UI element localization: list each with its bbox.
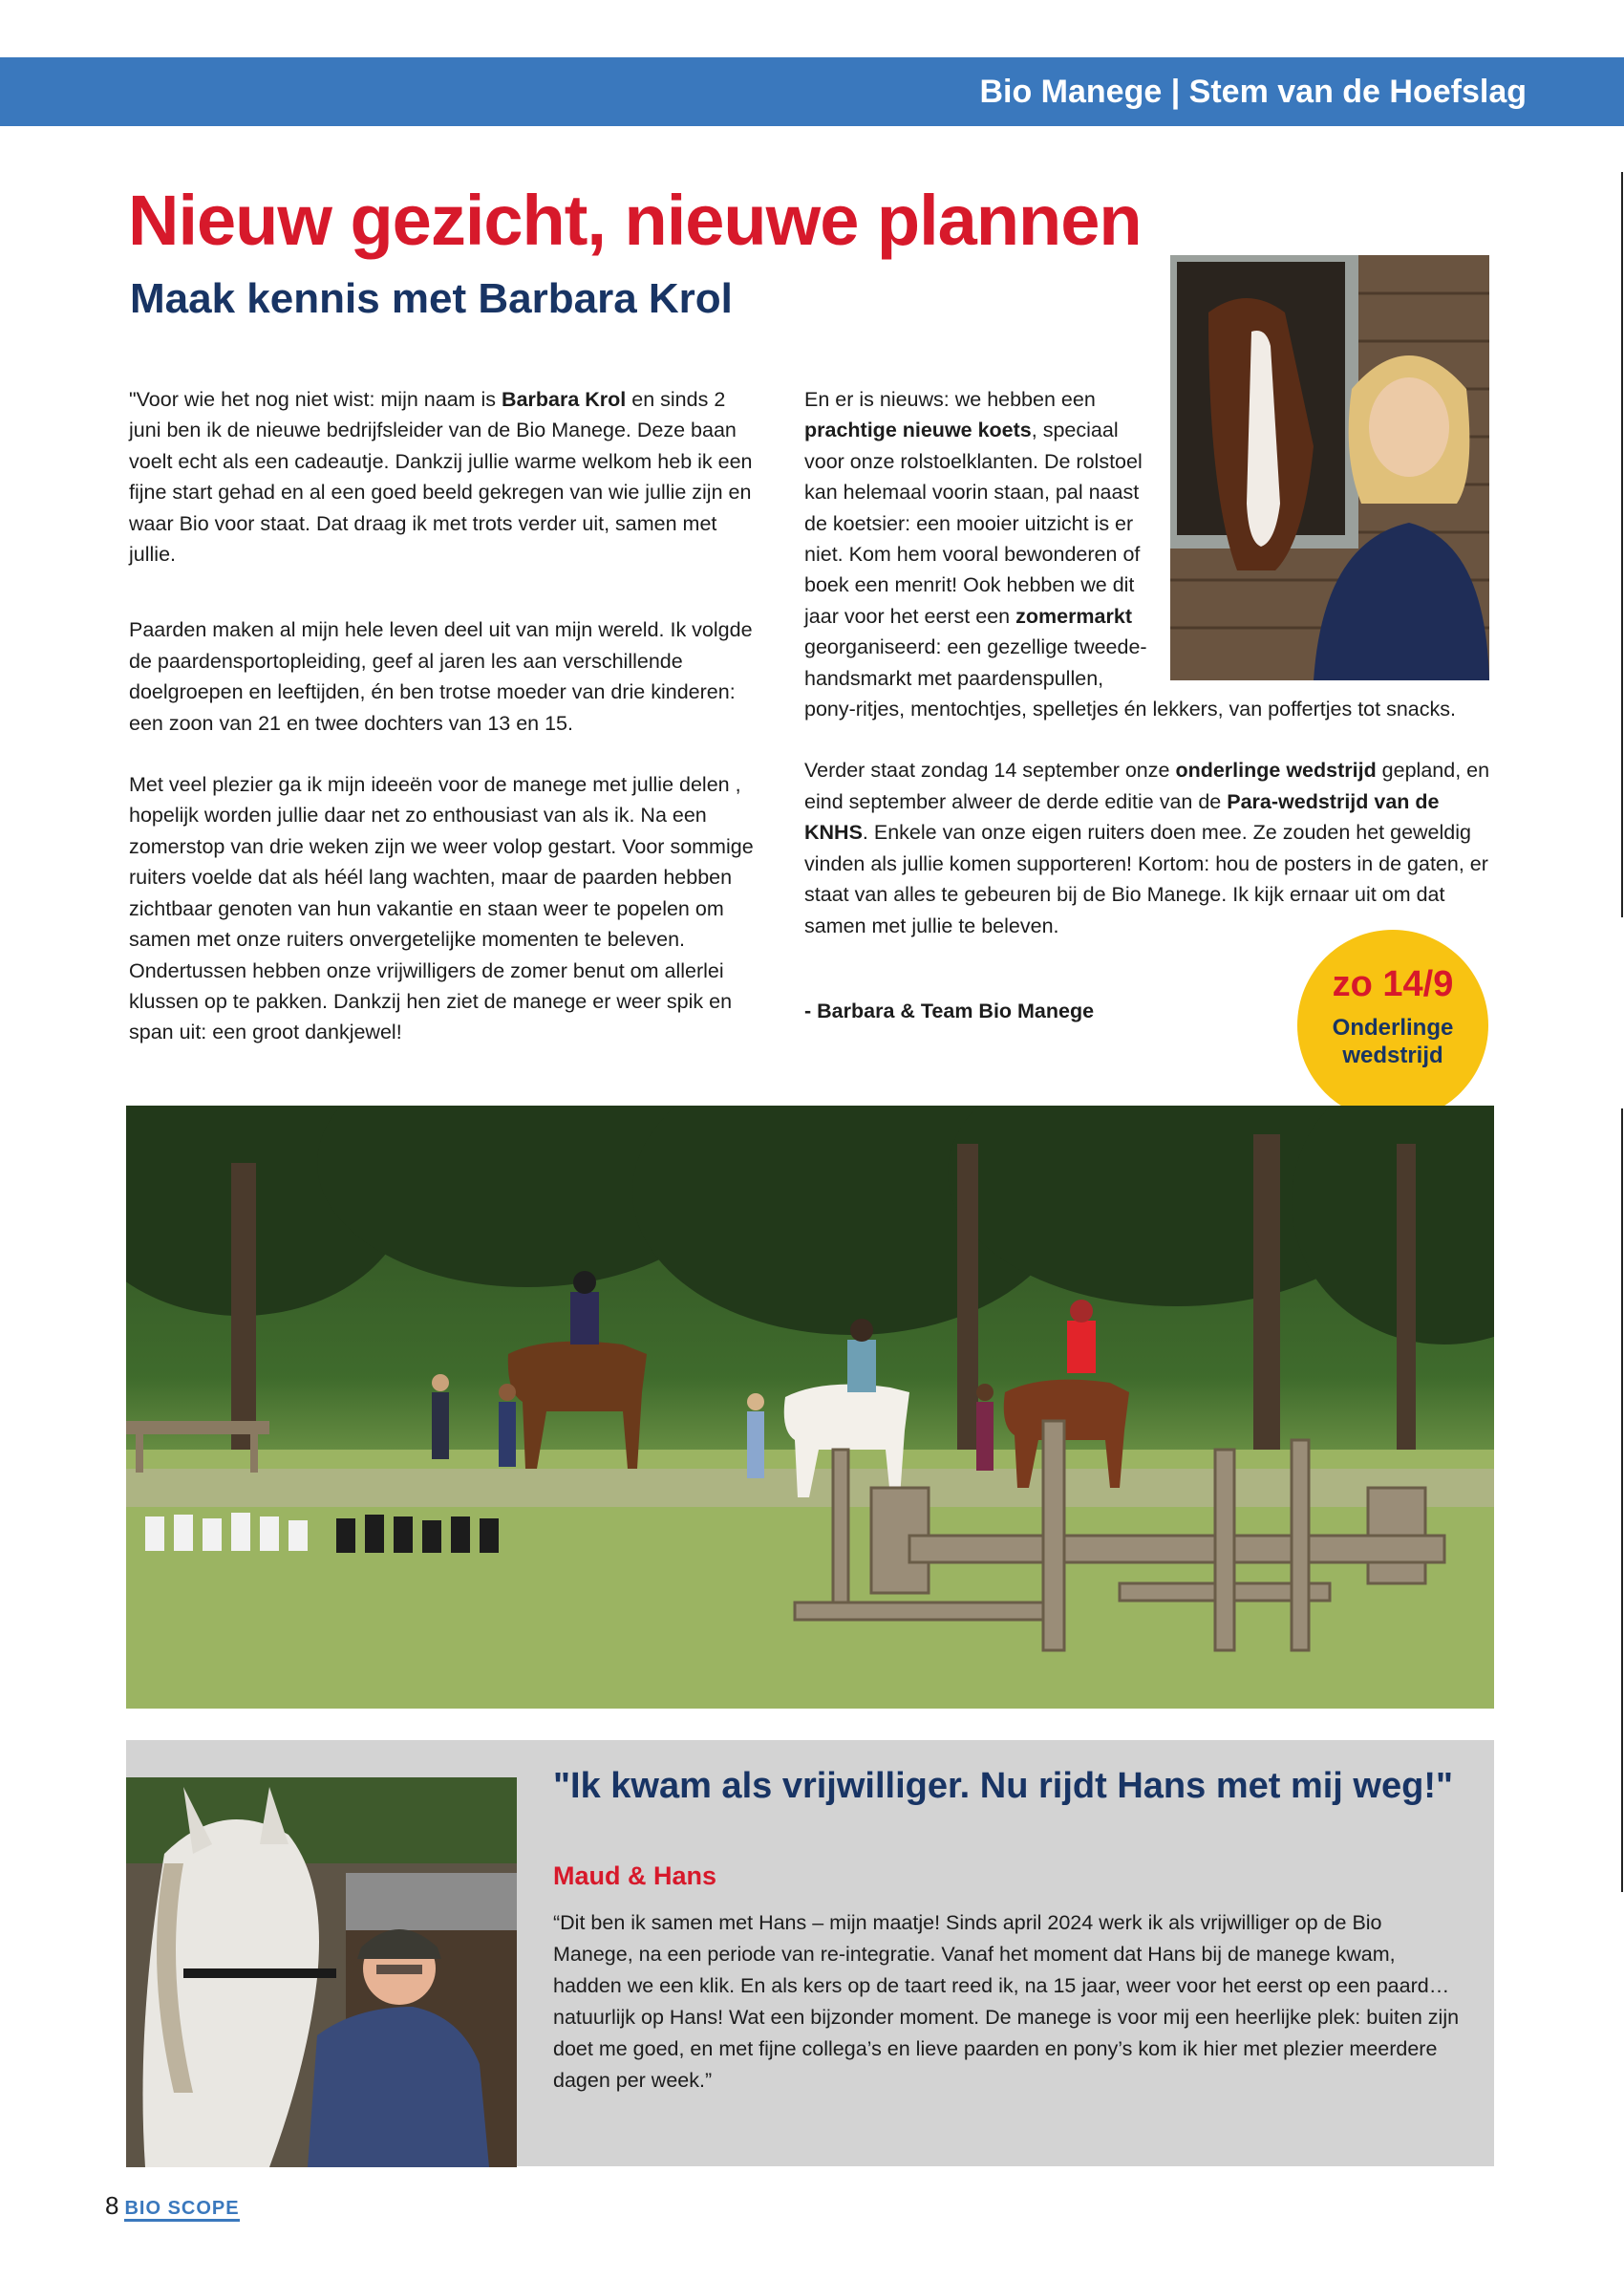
article-signature: - Barbara & Team Bio Manege	[804, 1000, 1095, 1022]
events-text-end: . Enkele van onze eigen ruiters doen mee. Ze zouden het geweldig vinden als jullie komen supporteren! Kortom: hou de posters in de gaten, er staat van alles te gebeuren bij de Bio Manege. Ik kijk ernaar uit om dat samen met jullie te beleven.	[804, 821, 1488, 937]
photo-riders-in-park	[126, 1106, 1494, 1709]
name-highlight: Barbara Krol	[502, 388, 627, 411]
intro-paragraph	[129, 384, 759, 570]
quote-body: “Dit ben ik samen met Hans – mijn maatje! Sinds april 2024 werk ik als vrijwilliger op de Bio Manege, na een periode van re-integratie. Vanaf het moment dat Hans bij de manege kwam, hadden we een klik. En als kers op de taart reed ik, na 15 jaar, weer voor het eerst op een paard… natuurlijk op Hans! Wat een bijzonder moment. De manege is voor mij een heerlijke plek: buiten zijn doet me goed, en met fijne collega’s en lieve paarden en pony’s kom ik hier met plezier meerdere dagen per week.”	[553, 1911, 1460, 2092]
quote-person-name: Maud & Hans	[553, 1861, 717, 1890]
page-footer	[105, 2188, 240, 2223]
intro-text-continued: en sinds 2 juni ben ik de nieuwe bedrijfsleider van de Bio Manege. Deze baan voelt echt als een cadeautje. Dankzij jullie warme welkom heb ik een fijne start gehad en al een goed beeld gekregen van wie jullie zijn en waar Bio voor staat. Dat draag ik met trots verder uit, samen met jullie.	[129, 388, 753, 567]
news-text: En er is nieuws: we hebben een	[804, 388, 1096, 411]
para-wedstrijd-highlight: Para-wedstrijd van de KNHS	[804, 789, 1440, 845]
event-date-badge	[1297, 930, 1488, 1121]
article-left-column	[129, 384, 759, 1048]
intro-text: "Voor wie het nog niet wist: mijn naam is	[129, 388, 502, 411]
magazine-section-title: Bio Manege | Stem van de Hoefslag	[979, 74, 1527, 110]
quote-title: "Ik kwam als vrijwilliger. Nu rijdt Hans met mij weg!"	[553, 1766, 1453, 1806]
article-headline: Nieuw gezicht, nieuwe plannen	[128, 181, 1142, 260]
events-text-continued: gepland, en eind september alweer de derde editie van de	[804, 759, 1490, 813]
news-text-continued: , speciaal voor onze rolstoelklanten. De rolstoel kan helemaal voorin staan, pal naast de koetsier: een mooier uitzicht is er niet. Kom hem vooral bewonderen of boek een menrit! Ook hebben we dit jaar voor het eerst een	[804, 419, 1143, 628]
page-edge-rule	[1621, 1108, 1623, 1892]
events-text: Verder staat zondag 14 september onze	[804, 759, 1176, 783]
wedstrijd-highlight: onderlinge wedstrijd	[1175, 759, 1377, 783]
brand-logo: BIO SCOPE	[124, 2198, 239, 2222]
photo-maud-with-horse-hans	[126, 1777, 517, 2167]
koets-highlight: prachtige nieuwe koets	[804, 419, 1032, 442]
badge-label	[1316, 1014, 1469, 1069]
news-paragraph-continued: pony-ritjes, mentochtjes, spelletjes én lekkers, van poffertjes tot snacks.	[804, 698, 1456, 721]
article-right-column	[804, 384, 1492, 941]
badge-line-1: Onderlinge	[1332, 1015, 1454, 1041]
page-number: 8	[105, 2191, 119, 2220]
header-bar	[0, 57, 1624, 126]
events-paragraph	[804, 755, 1492, 940]
page-edge-rule	[1621, 172, 1623, 917]
zomermarkt-highlight: zomermarkt	[1015, 604, 1132, 628]
article-subhead: Maak kennis met Barbara Krol	[130, 275, 733, 322]
plans-paragraph: Met veel plezier ga ik mijn ideeën voor de manege met jullie delen , hopelijk worden jullie daar net zo enthousiast van als ik. Na een zomerstop van drie weken zijn we weer volop gestart. Voor sommige ruiters voelde dat als héél lang wachten, maar de paarden hebben zichtbaar genoten van hun vakantie en staan weer te popelen om samen met onze ruiters onvergetelijke momenten te beleven. Ondertussen hebben onze vrijwilligers de zomer benut om allerlei klussen op te pakken. Dankzij hen ziet de manege er weer spik en span uit: een groot dankjewel!	[129, 773, 754, 1044]
badge-date: zo 14/9	[1332, 964, 1454, 1004]
background-paragraph: Paarden maken al mijn hele leven deel uit van mijn wereld. Ik volgde de paardensportopleiding, geef al jaren les aan verschillende doelgroepen en leeftijden, én ben trotse moeder van drie kinderen: een zoon van 21 en twee dochters van 13 en 15.	[129, 618, 753, 735]
news-text-end: georganiseerd: een gezellige tweede-handsmarkt met paardenspullen,	[804, 635, 1147, 690]
news-paragraph	[804, 384, 1158, 694]
badge-line-2: wedstrijd	[1342, 1043, 1443, 1068]
